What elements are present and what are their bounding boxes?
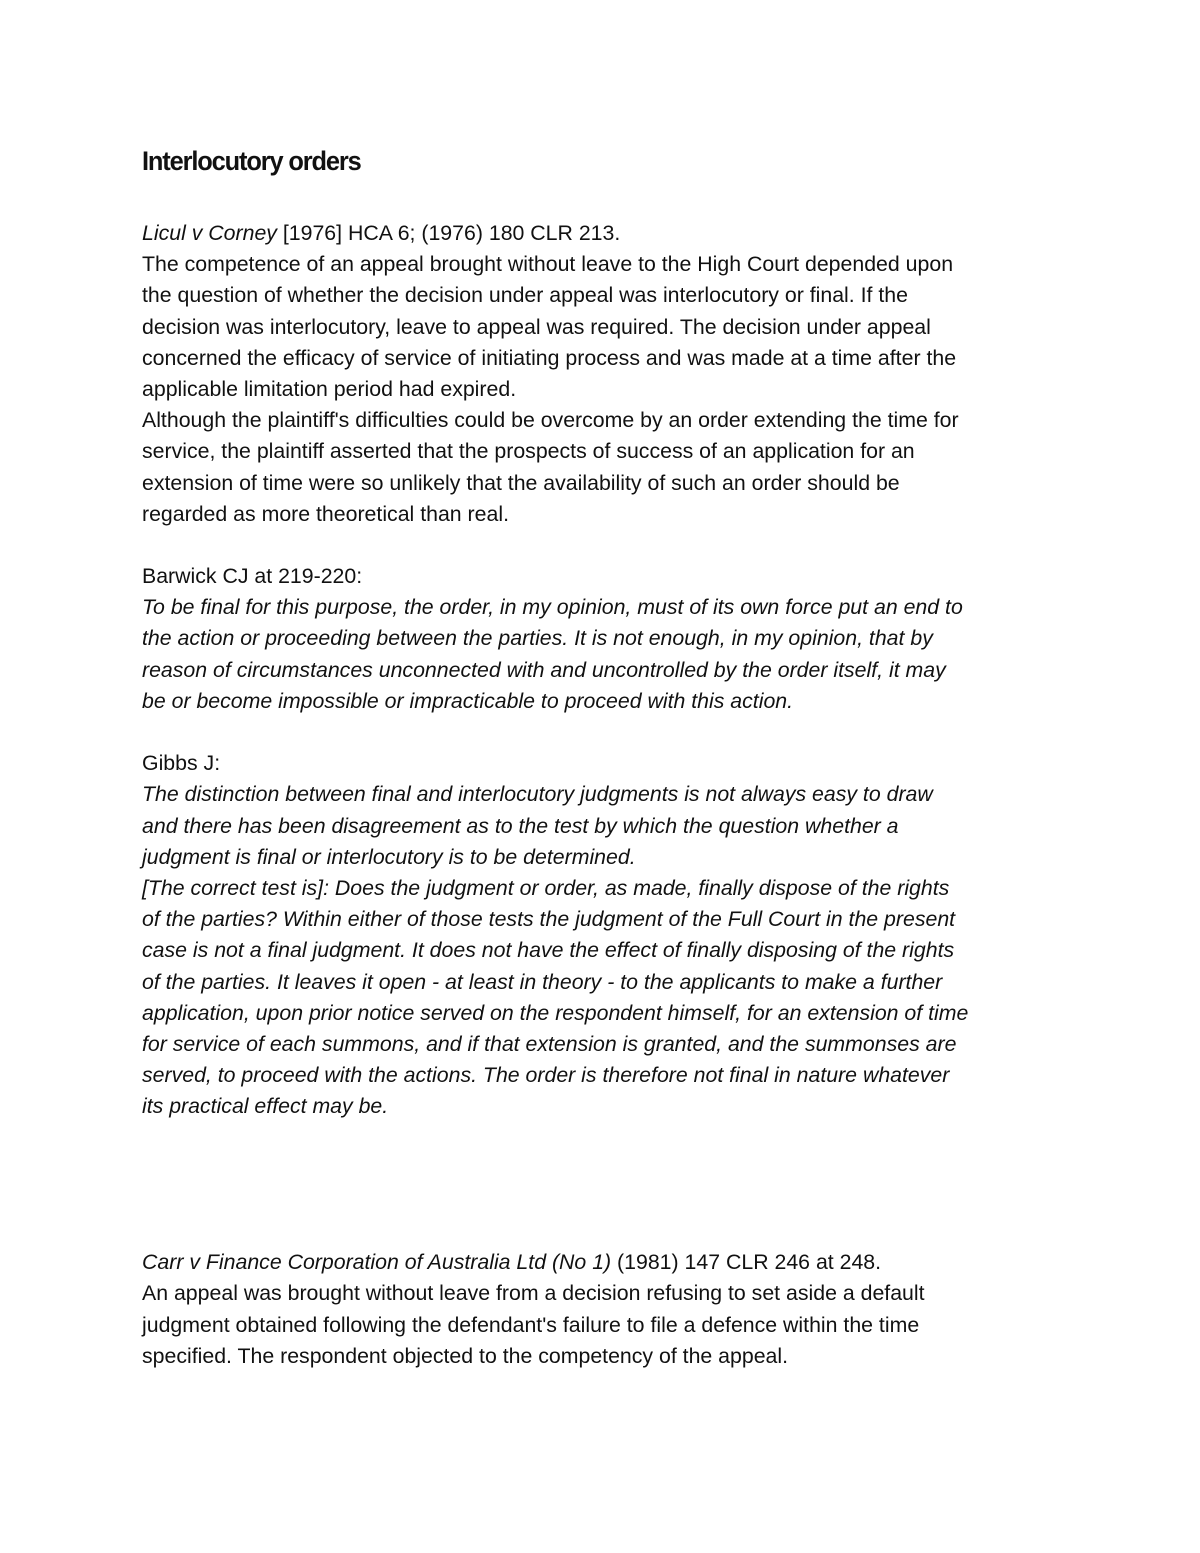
case-citation (142, 218, 1062, 249)
paragraph-line: applicable limitation period had expired. (142, 376, 517, 401)
quote-line: case is not a final judgment. It does not have the effect of finally disposing of the rights (142, 938, 955, 963)
quote-line: the action or proceeding between the parties. It is not enough, in my opinion, that by (142, 626, 933, 651)
spacer (142, 717, 1062, 748)
paragraph-line: decision was interlocutory, leave to appeal was required. The decision under appeal (142, 314, 931, 339)
quote-line: its practical effect may be. (142, 1094, 389, 1119)
paragraph-line: specified. The respondent objected to the competency of the appeal. (142, 1343, 789, 1368)
spacer (142, 1216, 1062, 1247)
quote-line: served, to proceed with the actions. The order is therefore not final in nature whatever (142, 1063, 950, 1088)
quote-line: of the parties. It leaves it open - at least in theory - to the applicants to make a further (142, 969, 943, 994)
spacer (142, 1185, 1062, 1216)
paragraph-line: judgment obtained following the defendant's failure to file a defence within the time (142, 1312, 920, 1337)
paragraph-line: regarded as more theoretical than real. (142, 501, 509, 526)
judge-label: Gibbs J: (142, 751, 221, 776)
judge-label: Barwick CJ at 219-220: (142, 564, 363, 589)
quote-line: of the parties? Within either of those tests the judgment of the Full Court in the present (142, 907, 956, 932)
paragraph-line: concerned the efficacy of service of initiating process and was made at a time after the (142, 345, 957, 370)
quote-line: To be final for this purpose, the order, in my opinion, must of its own force put an end to (142, 595, 963, 620)
quote-line: and there has been disagreement as to the test by which the question whether a (142, 813, 899, 838)
paragraph-line: Although the plaintiff's difficulties could be overcome by an order extending the time for (142, 408, 959, 433)
case-name: Licul v Corney (142, 221, 277, 245)
quote-line: [The correct test is]: Does the judgment or order, as made, finally dispose of the rights (142, 875, 950, 900)
quote-line: reason of circumstances unconnected with and uncontrolled by the order itself, it may (142, 657, 946, 682)
paragraph-line: An appeal was brought without leave from a decision refusing to set aside a default (142, 1281, 925, 1306)
quote-line: application, upon prior notice served on the respondent himself, for an extension of time (142, 1000, 969, 1025)
spacer (142, 182, 1062, 218)
document-page (142, 140, 1062, 1372)
spacer (142, 1122, 1062, 1153)
quote-line: judgment is final or interlocutory is to be determined. (142, 844, 636, 869)
quote-line: for service of each summons, and if that extension is granted, and the summonses are (142, 1031, 957, 1056)
case-reference: (1981) 147 CLR 246 at 248. (611, 1250, 882, 1275)
page-title: Interlocutory orders (142, 146, 361, 176)
paragraph-line: extension of time were so unlikely that the availability of such an order should be (142, 470, 900, 495)
quote-line: The distinction between final and interlocutory judgments is not always easy to draw (142, 782, 933, 807)
quote-line: be or become impossible or impracticable to proceed with this action. (142, 688, 794, 713)
case-reference: [1976] HCA 6; (1976) 180 CLR 213. (276, 221, 621, 245)
spacer (142, 530, 1062, 561)
paragraph-line: service, the plaintiff asserted that the prospects of success of an application for an (142, 439, 915, 464)
paragraph-line: the question of whether the decision under appeal was interlocutory or final. If the (142, 283, 908, 308)
paragraph-line: The competence of an appeal brought without leave to the High Court depended upon (142, 252, 954, 277)
case-name: Carr v Finance Corporation of Australia Ltd (No 1) (142, 1250, 612, 1275)
spacer (142, 1154, 1062, 1185)
case-citation (142, 1247, 1062, 1278)
